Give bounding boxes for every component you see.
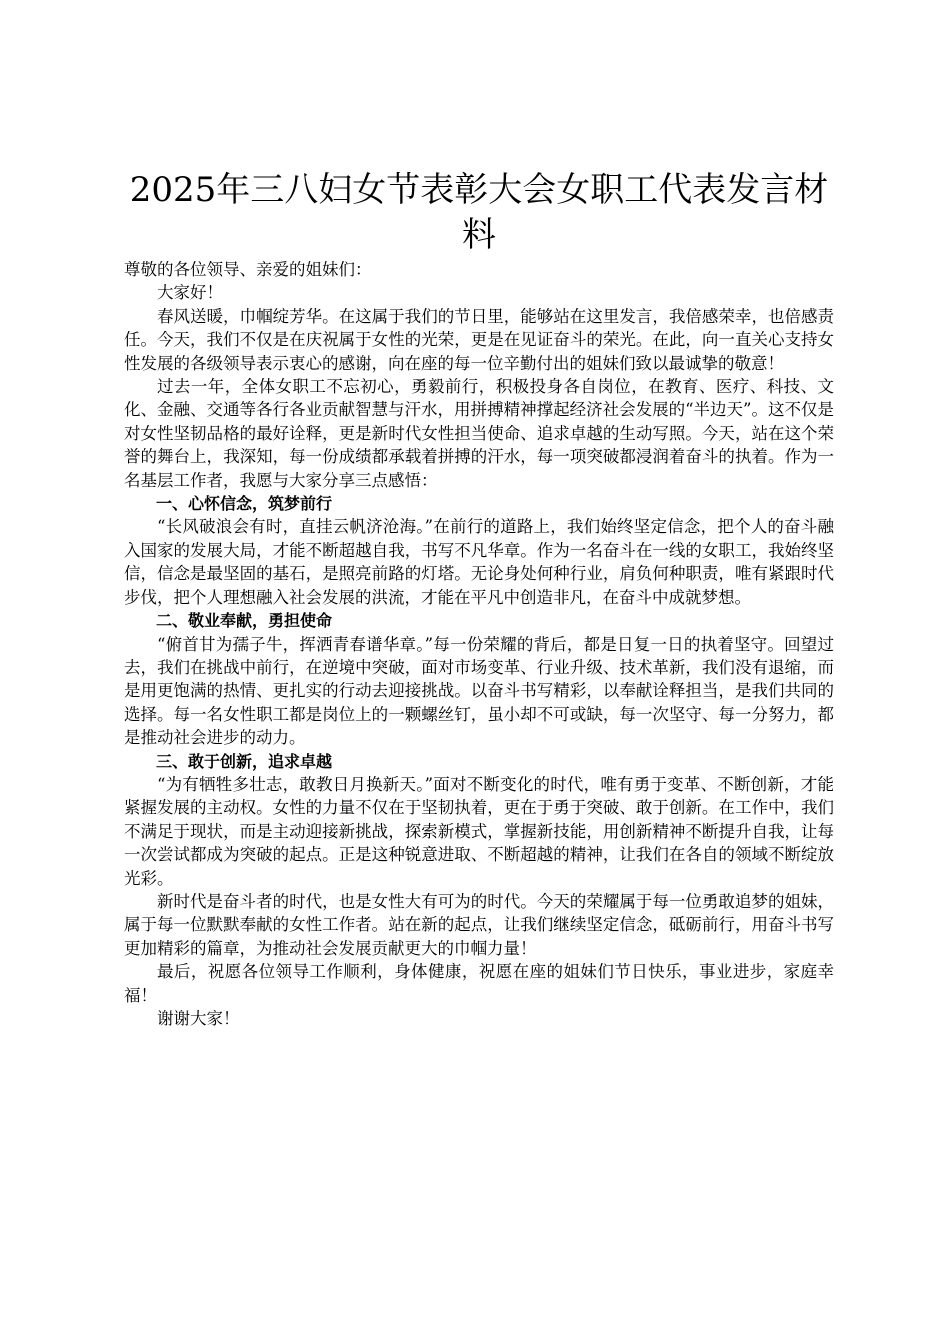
greeting: 大家好！: [157, 283, 223, 303]
paragraph-section-1: “长风破浪会有时，直挂云帆济沧海。”在前行的道路上，我们始终坚定信念，把个人的奋斗融入国家的发展大局，才能不断超越自我，书写不凡华章。作为一名奋斗在一线的女职工，我始终坚信，信念是最坚固的基石，是照亮前路的灯塔。无论身处何种行业，肩负何种职责，唯有紧跟时代步伐，把个人理想融入社会发展的洪流，才能在平凡中创造非凡，在奋斗中成就梦想。: [124, 517, 834, 607]
salutation: 尊敬的各位领导、亲爱的姐妹们：: [124, 260, 372, 279]
paragraph-section-3: “为有牺牲多壮志，敢教日月换新天。”面对不断变化的时代，唯有勇于变革、不断创新，才能紧握发展的主动权。女性的力量不仅在于坚韧执着，更在于勇于突破、敢于创新。在工作中，我们不满足于现状，而是主动迎接新挑战，探索新模式，掌握新技能，用创新精神不断提升自我，让每一次尝试都成为突破的起点。正是这种锐意进取、不断超越的精神，让我们在各自的领域不断绽放光彩。: [124, 774, 834, 888]
document-title: 2025年三八妇女节表彰大会女职工代表发言材料: [129, 170, 829, 255]
section-heading-2: 二、敬业奉献，勇担使命: [156, 611, 333, 631]
paragraph-section-2: “俯首甘为孺子牛，挥洒青春谱华章。”每一份荣耀的背后，都是日复一日的执着坚守。回望过去，我们在挑战中前行，在逆境中突破，面对市场变革、行业升级、技术革新，我们没有退缩，而是用更饱满的热情、更扎实的行动去迎接挑战。以奋斗书写精彩，以奉献诠释担当，是我们共同的选择。每一名女性职工都是岗位上的一颗螺丝钉，虽小却不可或缺，每一次坚守、每一分努力，都是推动社会进步的动力。: [124, 634, 834, 748]
closing-thanks: 谢谢大家！: [157, 1009, 240, 1028]
section-heading-3: 三、敢于创新，追求卓越: [156, 751, 333, 771]
section-heading-1: 一、心怀信念，筑梦前行: [156, 494, 333, 514]
document-body: [124, 258, 834, 1030]
paragraph-review: 过去一年，全体女职工不忘初心，勇毅前行，积极投身各自岗位，在教育、医疗、科技、文化、金融、交通等各行各业贡献智慧与汗水，用拼搏精神撑起经济社会发展的“半边天”。这不仅是对女性坚韧品格的最好诠释，更是新时代女性担当使命、追求卓越的生动写照。今天，站在这个荣誉的舞台上，我深知，每一份成绩都承载着拼搏的汗水，每一项突破都浸润着奋斗的执着。作为一名基层工作者，我愿与大家分享三点感悟：: [124, 377, 834, 490]
paragraph-wishes: 最后，祝愿各位领导工作顺利，身体健康，祝愿在座的姐妹们节日快乐，事业进步，家庭幸福！: [124, 962, 834, 1005]
paragraph-opening: 春风送暖，巾帼绽芳华。在这属于我们的节日里，能够站在这里发言，我倍感荣幸，也倍感责任。今天，我们不仅是在庆祝属于女性的光荣，更是在见证奋斗的荣光。在此，向一直关心支持女性发展的各级领导表示衷心的感谢，向在座的每一位辛勤付出的姐妹们致以最诚挚的敬意！: [124, 306, 834, 373]
paragraph-conclusion: 新时代是奋斗者的时代，也是女性大有可为的时代。今天的荣耀属于每一位勇敢追梦的姐妹，属于每一位默默奉献的女性工作者。站在新的起点，让我们继续坚定信念，砥砺前行，用奋斗书写更加精彩的篇章，为推动社会发展贡献更大的巾帼力量！: [124, 891, 834, 958]
